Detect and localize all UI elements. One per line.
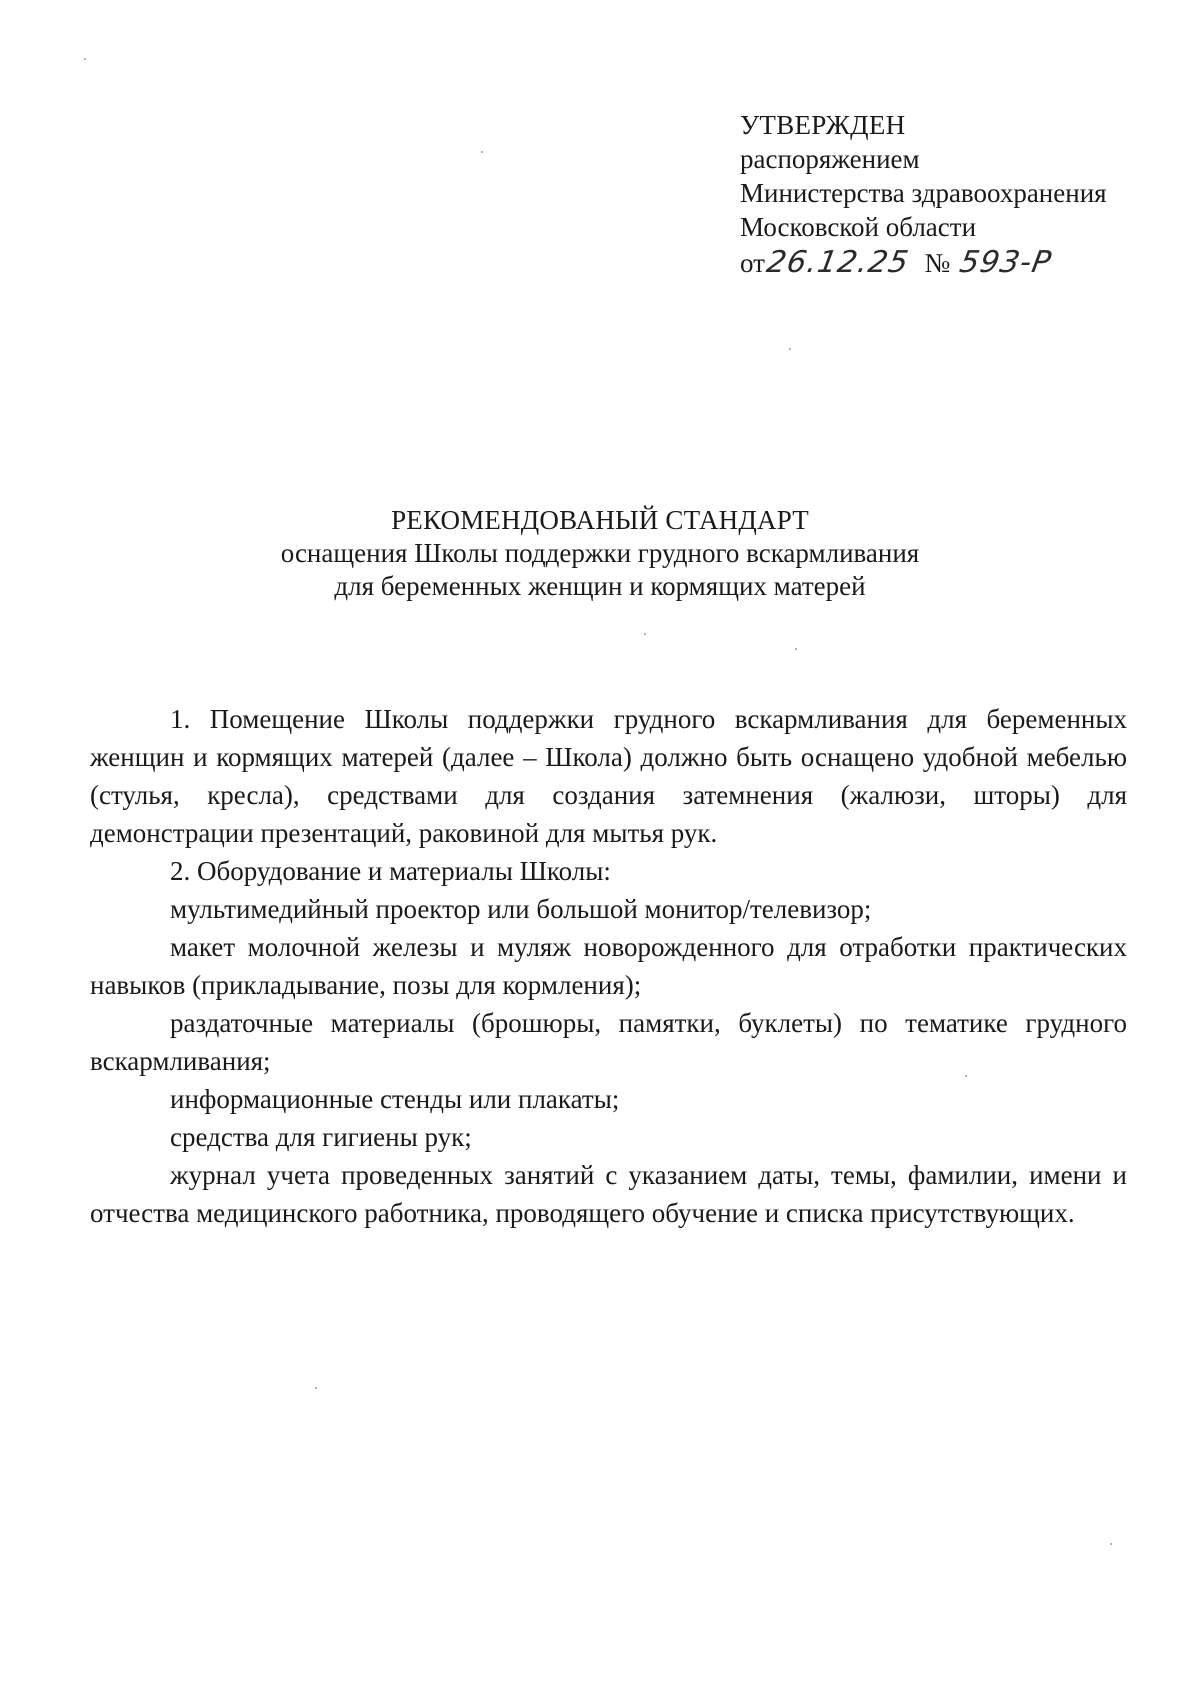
scan-speck [84, 58, 86, 60]
scan-speck [1110, 1543, 1112, 1545]
number-label: № [924, 248, 951, 278]
list-item-projector: мультимедийный проектор или большой монитор/телевизор; [170, 894, 872, 924]
document-subtitle-1: оснащения Школы поддержки грудного вскармливания [280, 538, 920, 568]
approval-line-2: Министерства здравоохранения [740, 178, 1107, 208]
paragraph-1: 1. Помещение Школы поддержки грудного вскармливания для беременных женщин и кормящих матерей (далее – Школа) должно быть оснащено удобной мебелью (стулья, кресла), средствами для создания затемнения (жалюзи, шторы) для демонстрации презентаций, раковиной для мытья рук. [90, 704, 1127, 848]
list-item-journal: журнал учета проведенных занятий с указанием даты, темы, фамилии, имени и отчества медицинского работника, проводящего обучение и списка присутствующих. [90, 1160, 1127, 1228]
document-title: РЕКОМЕНДОВАНЫЙ СТАНДАРТ [391, 505, 809, 535]
handwritten-number: 593-Р [957, 245, 1055, 280]
scan-speck [644, 633, 646, 635]
scan-speck [481, 151, 483, 153]
paragraph-2: 2. Оборудование и материалы Школы: [170, 856, 611, 886]
approved-heading: УТВЕРЖДЕН [740, 110, 906, 140]
scan-speck [315, 1387, 317, 1389]
list-item-hygiene: средства для гигиены рук; [170, 1122, 472, 1152]
scan-speck [789, 348, 791, 350]
approval-date-line [740, 246, 1160, 280]
document-title-block [100, 503, 1100, 603]
handwritten-date: 26.12.25 [763, 245, 912, 280]
scan-speck [965, 1075, 967, 1077]
document-body [90, 700, 1127, 1232]
from-label: от [740, 248, 765, 278]
list-item-stands: информационные стенды или плакаты; [170, 1084, 620, 1114]
list-item-handouts: раздаточные материалы (брошюры, памятки, буклеты) по тематике грудного вскармливания; [90, 1008, 1127, 1076]
approval-line-3: Московской области [740, 212, 977, 242]
approval-block [740, 108, 1160, 278]
approval-line-1: распоряжением [740, 144, 920, 174]
list-item-mockup: макет молочной железы и муляж новорожденного для отработки практических навыков (прикладывание, позы для кормления); [90, 932, 1127, 1000]
scan-speck [795, 648, 797, 650]
document-subtitle-2: для беременных женщин и кормящих матерей [334, 571, 866, 601]
